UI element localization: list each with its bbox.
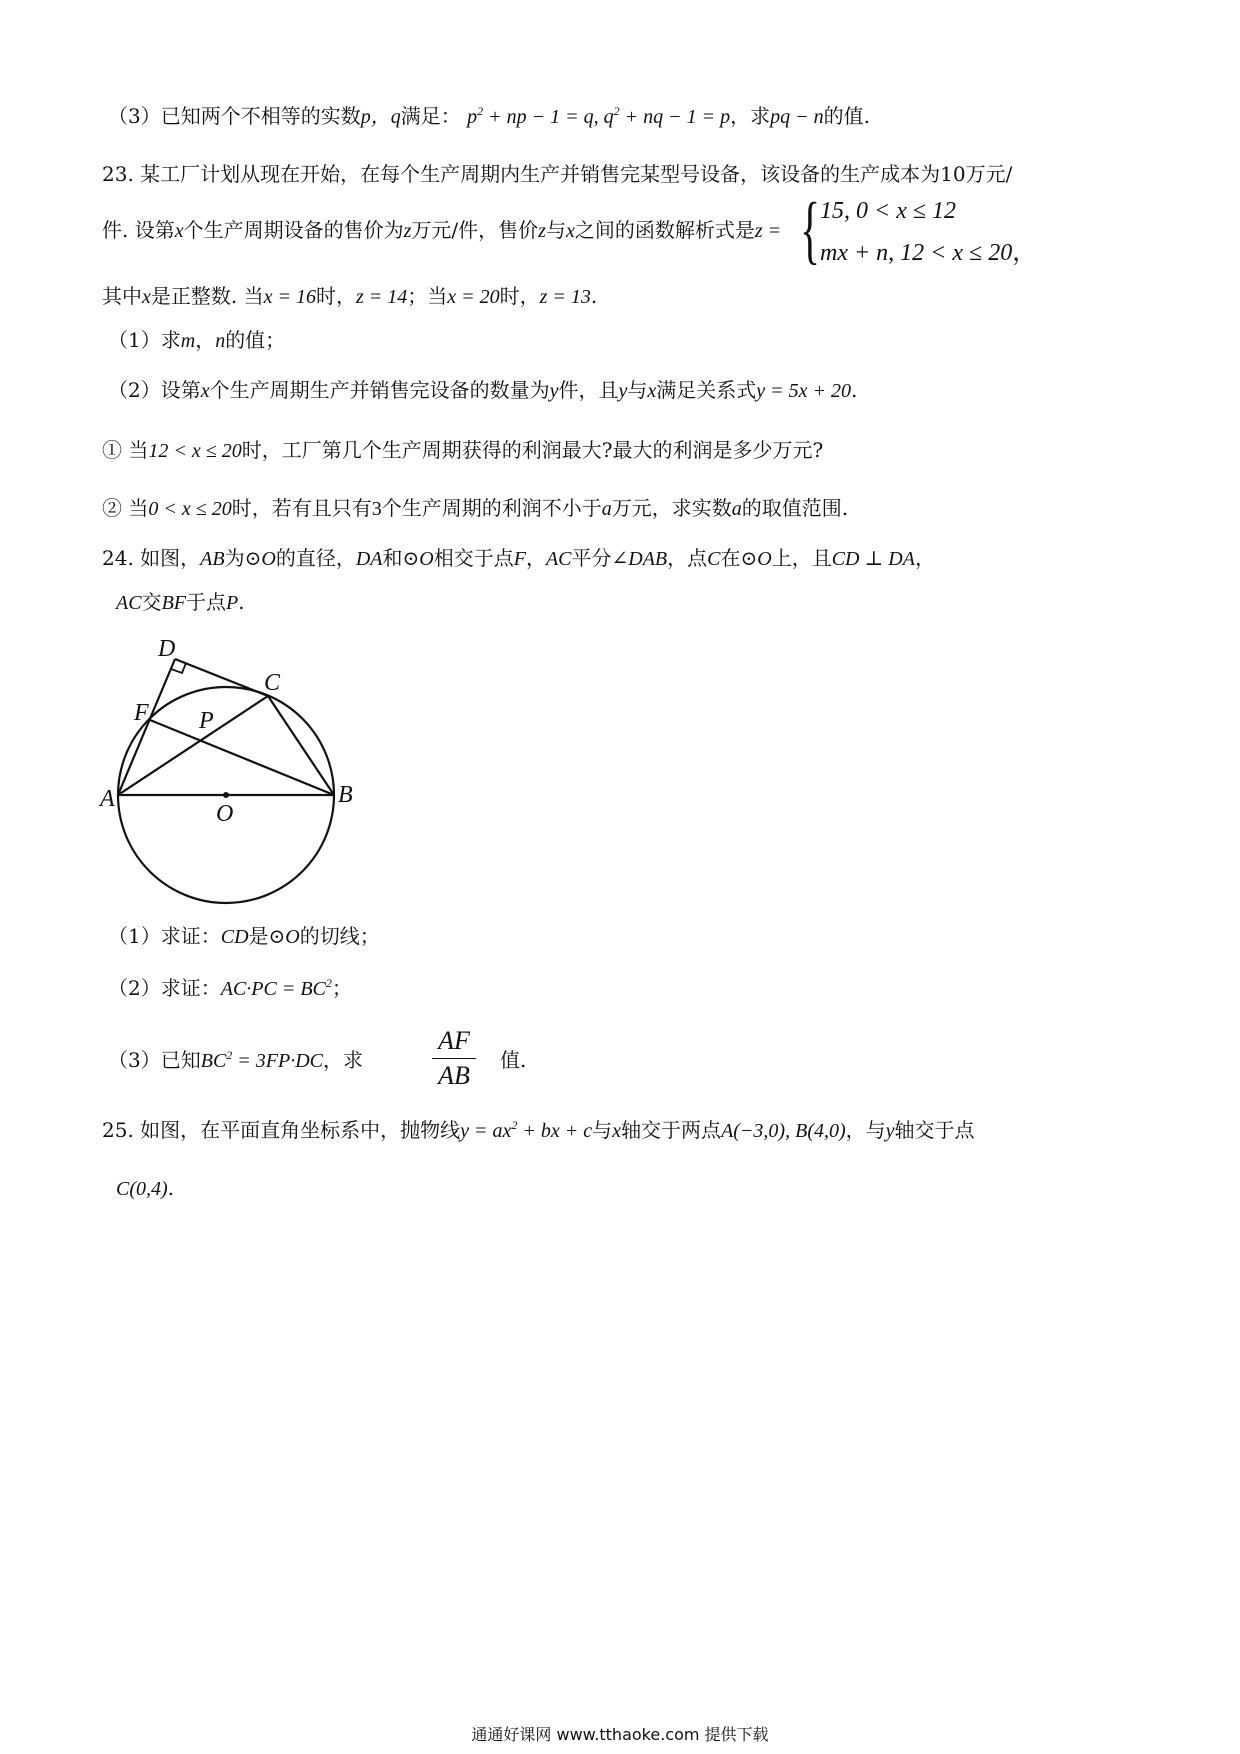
text: ，求: [730, 104, 771, 128]
math: BC: [200, 1050, 227, 1072]
math: A(−3,0), B(4,0): [721, 1120, 846, 1142]
piecewise-brace: {: [800, 188, 821, 272]
center-point: [223, 792, 229, 798]
q23-intro-line1: 23. 某工厂计划从现在开始，在每个生产周期内生产并销售完某型号设备，该设备的生产成本为10万元/: [102, 162, 1013, 186]
q22-part3: [108, 102, 870, 131]
math: m: [180, 330, 196, 352]
text: 时，: [315, 284, 356, 308]
q24-part3: [108, 1046, 363, 1075]
text: .: [590, 284, 598, 308]
text: 与: [627, 378, 648, 402]
math: CD ⊥ DA: [831, 548, 915, 570]
q23-part1: [108, 326, 285, 355]
math: z =: [754, 220, 782, 242]
q24-part3-tail: 值.: [500, 1048, 527, 1072]
q24-intro-line1: [102, 544, 935, 573]
text: 交: [141, 590, 162, 614]
circle-symbol: ⊙: [244, 546, 262, 570]
text: 满足：: [400, 104, 461, 128]
math: y = ax: [460, 1120, 512, 1142]
math: AC·PC = BC: [220, 978, 326, 1000]
q24-part1: [108, 922, 380, 951]
math: 15, 0 < x ≤ 12: [820, 198, 957, 224]
math: z = 13: [539, 286, 591, 308]
geometry-figure: [96, 630, 396, 1020]
text: （2）设第: [108, 378, 201, 402]
math: O: [419, 548, 434, 570]
text: 轴交于点: [894, 1118, 975, 1142]
math: F: [513, 548, 526, 570]
piecewise-case-2: [820, 232, 1036, 267]
text: ，求: [323, 1048, 364, 1072]
text: 的切线；: [299, 924, 380, 948]
math: AC: [545, 548, 572, 570]
text: （3）已知: [108, 1048, 201, 1072]
math: z = 14: [355, 286, 408, 308]
q23-intro-line3: [102, 282, 597, 311]
text: ，点: [667, 546, 708, 570]
text: ，: [195, 328, 216, 352]
text: ；当: [407, 284, 448, 308]
math: CD: [220, 926, 249, 948]
label-d: D: [158, 636, 176, 662]
q23-case1: [102, 436, 823, 465]
equation: [460, 1120, 592, 1142]
text: 个生产周期设备的售价为: [183, 218, 404, 242]
math: O: [261, 548, 276, 570]
text: 其中: [102, 284, 142, 308]
text: 是正整数. 当: [150, 284, 264, 308]
text: 的取值范围.: [741, 496, 849, 520]
text: 万元，求实数: [611, 496, 732, 520]
math: 12 < x ≤ 20: [148, 440, 242, 462]
math: pq − n: [770, 106, 824, 128]
page-footer: 通通好课网 www.tthaoke.com 提供下载: [471, 1725, 769, 1744]
text: 相交于点: [433, 546, 514, 570]
denominator: AB: [438, 1061, 470, 1090]
math: C: [707, 548, 721, 570]
text: 的值.: [823, 104, 870, 128]
text: 满足关系式: [656, 378, 757, 402]
text: 的值；: [225, 328, 286, 352]
text: （1）求: [108, 328, 181, 352]
math: O: [757, 548, 772, 570]
text: 之间的函数解析式是: [574, 218, 755, 242]
text: （2）求证：: [108, 976, 221, 1000]
q25-line2: [116, 1174, 174, 1203]
text: 上，且: [771, 546, 832, 570]
text: 于点: [186, 590, 226, 614]
fraction-af-ab: [432, 1026, 476, 1091]
text: .: [167, 1176, 175, 1200]
text: 为: [224, 546, 245, 570]
text: 25. 如图，在平面直角坐标系中，抛物线: [102, 1118, 461, 1142]
label-o: O: [216, 801, 234, 827]
superscript: 2: [511, 1118, 518, 1132]
text: 是: [248, 924, 269, 948]
math: z: [538, 220, 546, 242]
fraction-bar: [432, 1058, 476, 1059]
text: 和: [382, 546, 403, 570]
math: AB: [200, 548, 225, 570]
math: C(0,4): [116, 1178, 168, 1200]
text: ，: [1012, 240, 1037, 266]
math: x: [142, 286, 151, 308]
text: （3）已知两个不相等的实数: [108, 104, 361, 128]
text: 与: [592, 1118, 613, 1142]
text: 件. 设第: [102, 218, 175, 242]
q24-intro-line2: [116, 588, 245, 617]
math: x: [565, 220, 575, 242]
equation: [201, 1050, 323, 1072]
q23-part2: [108, 376, 857, 405]
text: 的直径，: [275, 546, 356, 570]
math: AC: [116, 592, 142, 614]
math: x: [612, 1120, 622, 1142]
math: O: [285, 926, 300, 948]
text: 万元/件，售价: [411, 218, 539, 242]
math: = 3FP·DC: [232, 1050, 324, 1072]
math: y: [549, 380, 559, 402]
math: n: [215, 330, 226, 352]
text: .: [851, 378, 858, 402]
q23-intro-line2: [102, 216, 781, 245]
text: 时，工厂第几个生产周期获得的利润最大?最大的利润是多少万元?: [241, 438, 824, 462]
math: + bx + c: [517, 1120, 593, 1142]
math: 0 < x ≤ 20: [148, 498, 232, 520]
circle-symbol: ⊙: [268, 924, 286, 948]
text: 时，: [499, 284, 540, 308]
math: p，q: [360, 106, 401, 128]
equation: [221, 978, 332, 1000]
text: 个生产周期生产并销售完设备的数量为: [209, 378, 550, 402]
label-b: B: [338, 782, 353, 808]
numerator: AF: [438, 1026, 470, 1055]
label-p: P: [199, 708, 214, 734]
q25-line1: [102, 1116, 975, 1145]
math: z: [403, 220, 412, 242]
text: 个生产周期的利润不小于: [381, 496, 602, 520]
text: 件，且: [558, 378, 619, 402]
math: a: [601, 498, 612, 520]
math: y: [618, 380, 628, 402]
text: 在: [720, 546, 741, 570]
equation: $p^2$ + np − 1 = q, $q^2$ + nq − 1 = p: [467, 104, 731, 128]
math: BF: [161, 592, 186, 614]
math: P: [226, 592, 239, 614]
math: x = 16: [263, 286, 316, 308]
segment-fb: [150, 720, 334, 795]
text: 轴交于两点: [621, 1118, 722, 1142]
label-f: F: [134, 700, 149, 726]
piecewise-case-1: [820, 198, 956, 225]
circle-symbol: ⊙: [402, 546, 420, 570]
circle-symbol: ⊙: [740, 546, 758, 570]
math: y: [885, 1120, 895, 1142]
math: x: [174, 220, 184, 242]
q23-case2: [102, 494, 848, 523]
text: 平分: [571, 546, 612, 570]
text: 24. 如图，: [102, 546, 201, 570]
segment-dc: [175, 659, 268, 696]
text: ，: [525, 546, 546, 570]
text: ① 当: [102, 438, 149, 462]
label-a: A: [100, 786, 115, 812]
segment-cb: [268, 696, 334, 795]
superscript: 2: [325, 976, 332, 990]
text: ，与: [845, 1118, 886, 1142]
math: DA: [355, 548, 383, 570]
math: x: [647, 380, 657, 402]
math: a: [731, 498, 742, 520]
superscript: 2: [226, 1048, 233, 1062]
q24-part2: [108, 974, 352, 1003]
text: ② 当: [102, 496, 149, 520]
math: 3: [371, 498, 382, 520]
math: x: [200, 380, 210, 402]
text: 与: [545, 218, 566, 242]
math: x = 20: [447, 286, 500, 308]
math: mx + n, 12 < x ≤ 20: [820, 240, 1013, 266]
math: y = 5x + 20: [756, 380, 852, 402]
math: ∠DAB: [611, 548, 668, 570]
text: 时，若有且只有: [231, 496, 372, 520]
text: ，: [914, 546, 935, 570]
text: （1）求证：: [108, 924, 221, 948]
text: ；: [331, 976, 352, 1000]
label-c: C: [264, 670, 281, 696]
text: .: [238, 590, 245, 614]
